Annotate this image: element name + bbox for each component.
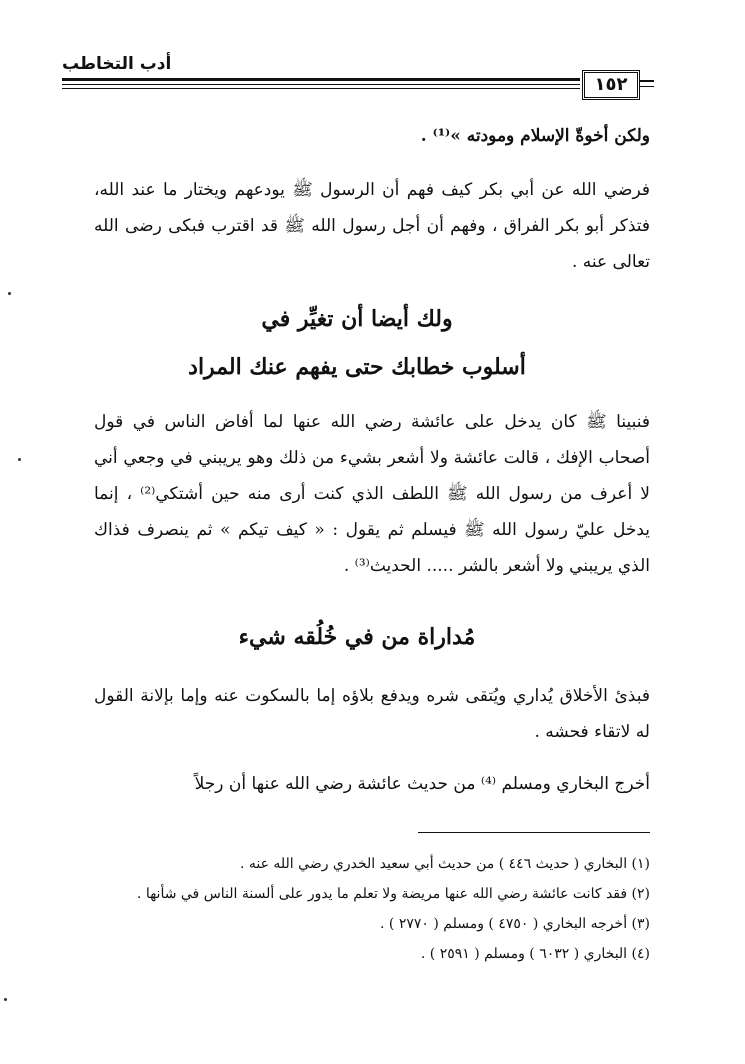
section-heading-line-1: ولك أيضا أن تغيِّر في xyxy=(261,306,453,332)
footnote-1: (١) البخاري ( حديث ٤٤٦ ) من حديث أبي سعيد الخدري رضي الله عنه . xyxy=(239,856,650,872)
quote-ending-line: ولكن أخوةّ الإسلام ومودته »⁽¹⁾ . xyxy=(420,126,650,146)
paragraph-aisha: فنبينا ﷺ كان يدخل على عائشة رضي الله عنها لما أفاض الناس في قول أصحاب الإفك ، قالت عائشة ولا أشعر بشيء من ذلك وهو يريبني في وجعي أني لا أعرف من رسول الله ﷺ اللطف الذي كنت أرى منه حين أشتكي⁽²⁾ ، إنما يدخل عليّ رسول الله ﷺ فيسلم ثم يقول : « كيف تيكم » ثم ينصرف فذاك الذي يريبني ولا أشعر بالشر ..... الحديث⁽³⁾ . xyxy=(94,412,650,576)
scan-speck xyxy=(8,292,11,295)
section-heading-mudara: مُداراة من في خُلُقه شيء xyxy=(238,624,476,650)
footnote-3: (٣) أخرجه البخاري ( ٤٧٥٠ ) ومسلم ( ٢٧٧٠ ) . xyxy=(380,916,650,932)
section-heading-line-2: أسلوب خطابك حتى يفهم عنك المراد xyxy=(188,354,526,380)
paragraph-hadith-intro: أخرج البخاري ومسلم ⁽⁴⁾ من حديث عائشة رضي الله عنها أن رجلاً xyxy=(194,774,650,794)
header-rule xyxy=(62,84,580,85)
header-rule xyxy=(640,80,654,82)
header-rule xyxy=(640,86,654,87)
footnote-4: (٤) البخاري ( ٦٠٣٢ ) ومسلم ( ٢٥٩١ ) . xyxy=(420,946,650,962)
footnote-separator xyxy=(418,832,650,833)
page-number: ١٥٢ xyxy=(582,70,640,100)
scan-speck xyxy=(4,998,7,1001)
header-rule xyxy=(62,88,580,89)
page-header xyxy=(62,52,652,96)
header-rule xyxy=(62,78,580,81)
footnote-2: (٢) فقد كانت عائشة رضي الله عنها مريضة ولا تعلم ما يدور على ألسنة الناس في شأنها . xyxy=(136,886,650,902)
running-title: أدب التخاطب xyxy=(62,54,172,74)
paragraph-abu-bakr: فرضي الله عن أبي بكر كيف فهم أن الرسول ﷺ يودعهم ويختار ما عند الله، فتذكر أبو بكر الفراق ، وفهم أن أجل رسول الله ﷺ قد اقترب فبكى رضى الله تعالى عنه . xyxy=(94,180,650,272)
paragraph-mudara: فبذئ الأخلاق يُداري ويُتقى شره ويدفع بلاؤه إما بالسكوت عنه وإما بإلانة القول له لاتقاء فحشه . xyxy=(94,686,650,742)
scan-speck xyxy=(18,458,21,461)
